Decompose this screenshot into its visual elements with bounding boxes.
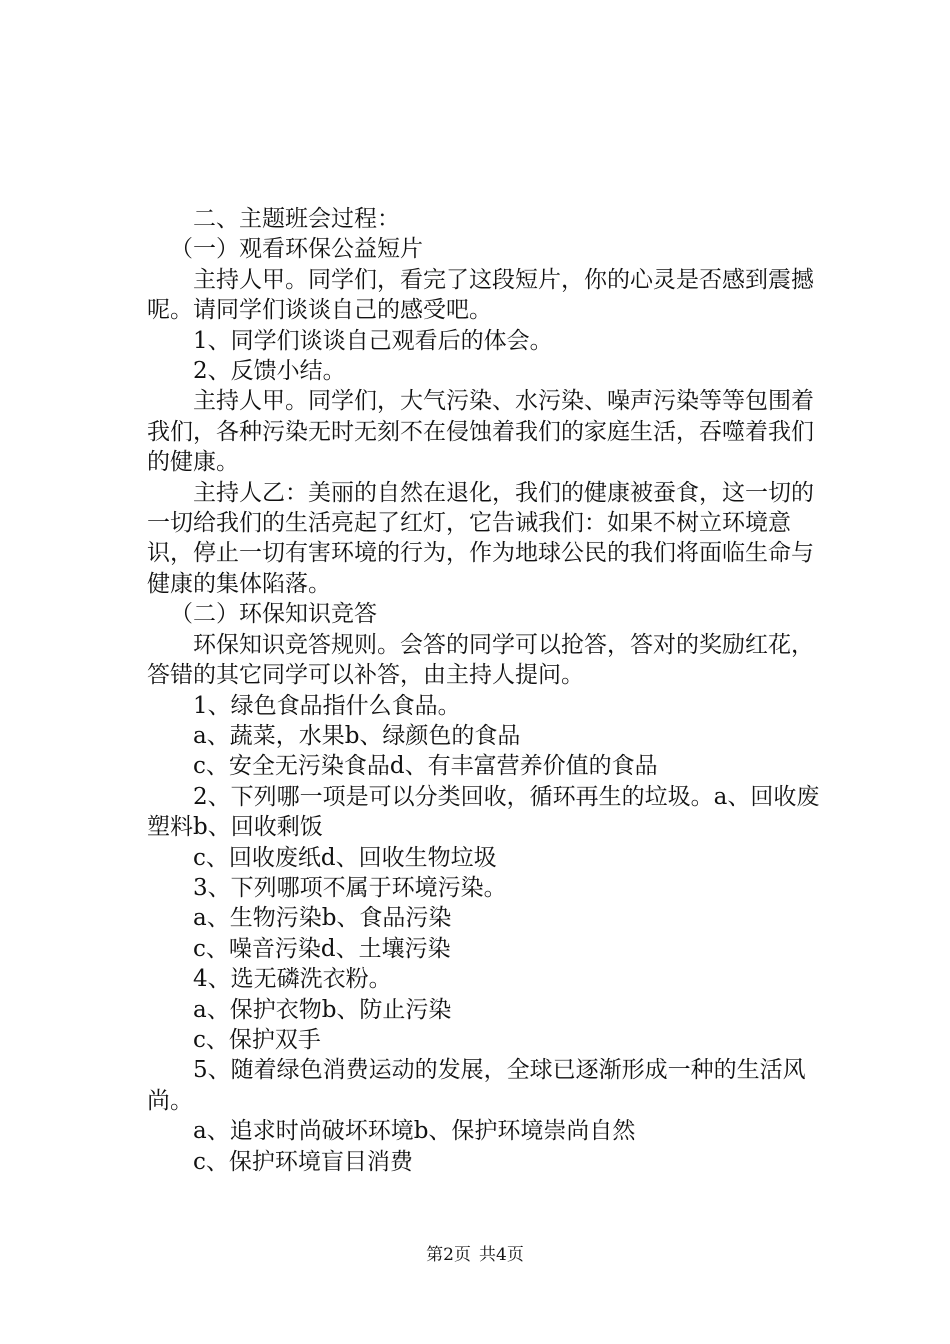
quiz-options: c、安全无污染食品d、有丰富营养价值的食品 [193, 753, 658, 780]
paragraph: 主持人甲。同学们，大气污染、水污染、噪声污染等等包围着我们，各种污染无时无刻不在侵蚀着我们的家庭生活，吞噬着我们的健康。 [147, 388, 814, 476]
subsection-heading: （一）观看环保公益短片 [170, 236, 423, 263]
quiz-question: 1、绿色食品指什么食品。 [193, 692, 461, 719]
quiz-options: c、噪音污染d、土壤污染 [193, 935, 451, 962]
quiz-question: 5、随着绿色消费运动的发展，全球已逐渐形成一种的生活风尚。 [147, 1057, 806, 1114]
document-body [147, 204, 835, 1177]
page-total: 共4页 [479, 1245, 524, 1265]
page-footer [0, 1244, 950, 1266]
page-number: 第2页 [426, 1245, 471, 1265]
quiz-options: c、保护环境盲目消费 [193, 1148, 413, 1175]
list-item: 2、反馈小结。 [193, 358, 346, 385]
quiz-options: a、保护衣物b、防止污染 [193, 996, 452, 1023]
quiz-question: 3、下列哪项不属于环境污染。 [193, 874, 507, 901]
section-heading: 二、主题班会过程： [193, 206, 400, 232]
list-item: 1、同学们谈谈自己观看后的体会。 [193, 327, 553, 354]
quiz-options: c、回收废纸d、回收生物垃圾 [193, 844, 497, 871]
quiz-options: c、保护双手 [193, 1026, 321, 1053]
paragraph: 环保知识竞答规则。会答的同学可以抢答，答对的奖励红花，答错的其它同学可以补答，由主持人提问。 [147, 631, 814, 689]
paragraph: 主持人乙：美丽的自然在退化，我们的健康被蚕食，这一切的一切给我们的生活亮起了红灯，它告诫我们：如果不树立环境意识，停止一切有害环境的行为，作为地球公民的我们将面临生命与健康的集体陷落。 [147, 479, 814, 597]
quiz-options: a、生物污染b、食品污染 [193, 905, 452, 932]
paragraph: 主持人甲。同学们，看完了这段短片，你的心灵是否感到震撼呢。请同学们谈谈自己的感受吧。 [147, 266, 814, 324]
quiz-question: 4、选无磷洗衣粉。 [193, 966, 392, 993]
quiz-options: a、蔬菜，水果b、绿颜色的食品 [193, 722, 521, 749]
quiz-question: 2、下列哪一项是可以分类回收，循环再生的垃圾。a、回收废塑料b、回收剩饭 [147, 783, 820, 841]
quiz-options: a、追求时尚破坏环境b、保护环境崇尚自然 [193, 1118, 636, 1145]
subsection-heading: （二）环保知识竞答 [170, 601, 377, 628]
